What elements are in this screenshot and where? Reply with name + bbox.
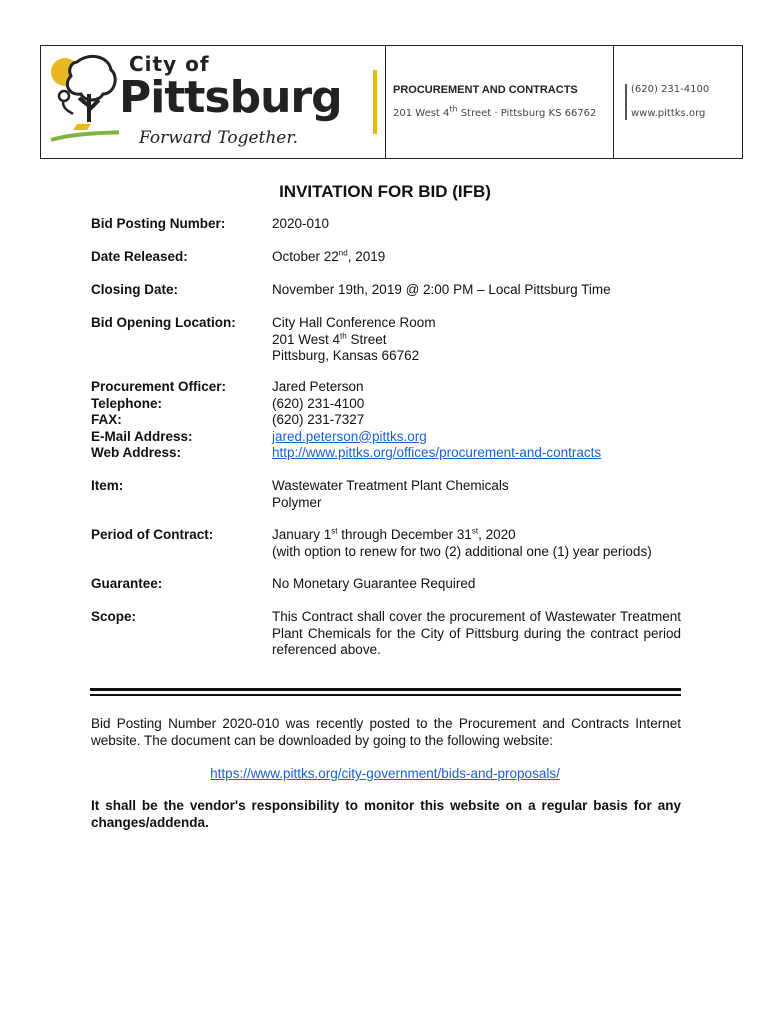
label-procurement-officer: Procurement Officer:: [91, 379, 227, 394]
ordinal-suffix: st: [331, 526, 338, 536]
page-title: INVITATION FOR BID (IFB): [279, 182, 491, 201]
web-link[interactable]: http://www.pittks.org/offices/procurement-and-contracts: [272, 445, 602, 460]
divider-rule: [90, 694, 681, 696]
bids-url-container: [0, 766, 770, 781]
field-value: [272, 379, 681, 462]
field-value: [272, 527, 681, 560]
location-line: City Hall Conference Room: [272, 315, 436, 330]
period-end: through December 31: [337, 527, 472, 542]
item-line: Polymer: [272, 494, 322, 510]
period-renewal: (with option to renew for two (2) additional one (1) year periods): [272, 543, 652, 559]
street-text: 201 West 4: [272, 331, 341, 347]
vendor-responsibility: It shall be the vendor's responsibility to monitor this website on a regular basis for any changes/addenda.: [91, 798, 681, 830]
department-phone: (620) 231-4100: [631, 84, 710, 95]
field-value: [272, 249, 681, 266]
location-line: Pittsburg, Kansas 66762: [272, 348, 420, 363]
label-web: Web Address:: [91, 445, 182, 460]
field-label: Bid Opening Location:: [91, 315, 236, 330]
field-value: [272, 315, 681, 365]
period-start: January 1: [272, 527, 332, 542]
period-line: [272, 527, 681, 544]
period-year: , 2020: [478, 527, 516, 542]
ordinal-suffix: st: [471, 526, 479, 536]
field-value: 2020-010: [272, 216, 330, 231]
city-logo: [49, 50, 349, 154]
bids-url-link[interactable]: https://www.pittks.org/city-government/bids-and-proposals/: [210, 766, 560, 781]
fax-value: (620) 231-7327: [272, 412, 365, 427]
label-telephone: Telephone:: [91, 395, 163, 411]
street-suffix: Street: [346, 331, 387, 347]
gold-divider: [373, 70, 377, 134]
header-divider: [613, 46, 614, 158]
date-text: October 22: [272, 249, 339, 264]
field-label: Guarantee:: [91, 576, 163, 591]
ordinal-suffix: th: [340, 331, 347, 340]
logo-city-of: City of: [129, 52, 210, 76]
field-label: [91, 379, 271, 462]
field-value: No Monetary Guarantee Required: [272, 576, 476, 591]
ordinal-suffix: nd: [338, 248, 348, 258]
header-divider: [625, 84, 627, 120]
label-fax: FAX:: [91, 412, 122, 427]
officer-name: Jared Peterson: [272, 379, 364, 394]
logo-tagline: Forward Together.: [139, 128, 299, 148]
field-value: [272, 478, 681, 511]
field-label: Scope:: [91, 609, 137, 624]
field-label: Date Released:: [91, 249, 188, 264]
posting-notice: Bid Posting Number 2020-010 was recently posted to the Procurement and Contracts Internet website. The document can be downloaded by going to the following website:: [91, 716, 681, 748]
telephone-value: (620) 231-4100: [272, 395, 365, 411]
field-label: Bid Posting Number:: [91, 216, 226, 231]
field-value: November 19th, 2019 @ 2:00 PM – Local Pittsburg Time: [272, 282, 611, 297]
field-label: Closing Date:: [91, 282, 179, 297]
field-label: Period of Contract:: [91, 527, 214, 542]
letterhead: [40, 45, 743, 159]
label-email: E-Mail Address:: [91, 428, 193, 444]
divider-rule: [90, 688, 681, 691]
field-value: This Contract shall cover the procurement of Wastewater Treatment Plant Chemicals for the City of Pittsburg during the contract period referenced above.: [272, 609, 681, 657]
department-website[interactable]: www.pittks.org: [631, 108, 706, 119]
logo-name: Pittsburg: [119, 72, 342, 123]
item-line: Wastewater Treatment Plant Chemicals: [272, 478, 509, 493]
date-year: , 2019: [347, 249, 386, 264]
field-label: Item:: [91, 478, 124, 493]
location-line: [272, 332, 681, 349]
tree-logo-icon: [49, 50, 119, 150]
department-name: PROCUREMENT AND CONTRACTS: [393, 84, 578, 96]
header-divider: [385, 46, 386, 158]
email-link[interactable]: jared.peterson@pittks.org: [272, 428, 427, 444]
department-address: 201 West 4th Street · Pittsburg KS 66762: [393, 104, 597, 119]
